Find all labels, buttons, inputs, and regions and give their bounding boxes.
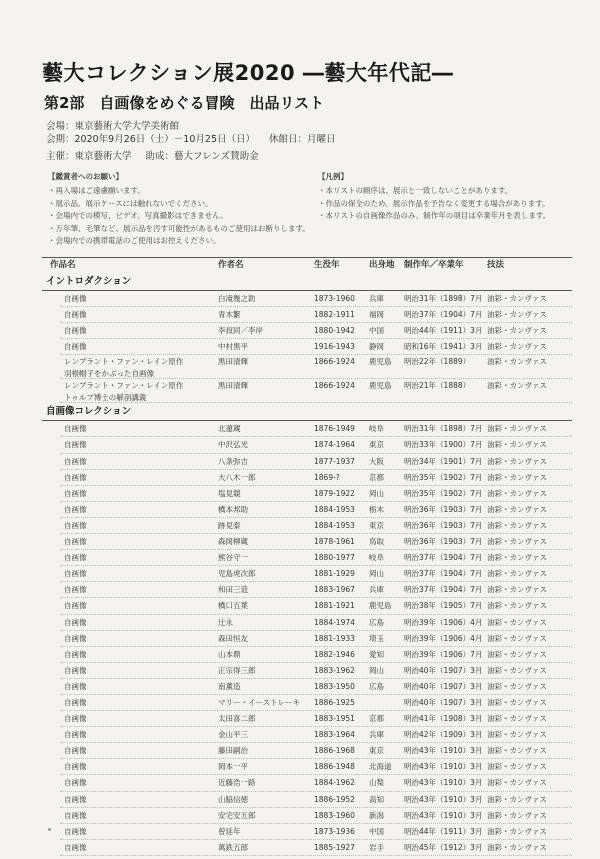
work-title: 自画像 — [64, 714, 87, 724]
technique: 油彩・カンヴァス — [487, 633, 547, 643]
production-year: 明治44年（1911）3月 — [404, 326, 483, 336]
work-title-line: レンブラント・ファン・レイン原作 — [64, 357, 184, 367]
life-years: 1884-1953 — [314, 520, 355, 530]
table-row — [42, 711, 572, 727]
work-title: 自画像 — [64, 472, 87, 482]
artist-name: 山脇信徳 — [218, 794, 248, 804]
table-row — [42, 379, 572, 403]
life-years: 1866-1924 — [314, 381, 355, 391]
venue-line: 会場：東京藝術大学大学美術館 — [46, 121, 180, 132]
life-years: 1916-1943 — [314, 342, 355, 352]
artist-name: 辻永 — [218, 617, 233, 627]
artist-name: 金山平三 — [218, 730, 248, 740]
birthplace: 兵庫 — [369, 730, 384, 740]
closed-text: 休館日：月曜日 — [269, 134, 336, 145]
table-row — [42, 663, 572, 679]
header-tech: 技法 — [487, 260, 505, 270]
birthplace: 北海道 — [369, 762, 392, 772]
artist-name: 和田三造 — [218, 585, 248, 595]
life-years: 1866-1924 — [314, 357, 355, 367]
production-year: 明治40年（1907）3月 — [404, 665, 483, 675]
technique: 油彩・カンヴァス — [487, 826, 547, 836]
punch-mark — [48, 828, 51, 831]
production-year: 明治37年（1904）7月 — [404, 310, 483, 320]
technique: 油彩・カンヴァス — [487, 504, 547, 514]
table-row — [42, 323, 572, 339]
work-title: 自画像 — [64, 730, 87, 740]
table-row — [42, 631, 572, 647]
production-year: 明治43年（1910）3月 — [404, 810, 483, 820]
life-years: 1877-1937 — [314, 456, 355, 466]
production-year: 明治33年（1900）7月 — [404, 440, 483, 450]
production-year: 明治37年（1904）7月 — [404, 553, 483, 563]
artist-name: 黒田清輝 — [218, 381, 248, 391]
technique: 油彩・カンヴァス — [487, 424, 547, 434]
artist-name: 正宗得三郎 — [218, 665, 256, 675]
visitor-note: ・再入場はご遠慮願います。 — [48, 186, 145, 195]
birthplace: 愛知 — [369, 649, 384, 659]
technique: 油彩・カンヴァス — [487, 617, 547, 627]
artist-name: 中沢弘光 — [218, 440, 248, 450]
technique: 油彩・カンヴァス — [487, 794, 547, 804]
artist-name: 熊谷守一 — [218, 553, 248, 563]
work-title: 自画像 — [64, 585, 87, 595]
birthplace: 兵庫 — [369, 585, 384, 595]
work-title: 自画像 — [64, 294, 87, 303]
technique: 油彩・カンヴァス — [487, 585, 547, 595]
technique: 油彩・カンヴァス — [487, 569, 547, 579]
birthplace: 新潟 — [369, 810, 384, 820]
technique: 油彩・カンヴァス — [487, 294, 547, 303]
work-title: 自画像 — [64, 488, 87, 498]
artist-name: 李叔同／李岸 — [218, 326, 263, 336]
visitor-notes-heading: 【鑑賞者へのお願い】 — [48, 172, 123, 181]
table-row — [42, 534, 572, 550]
technique: 油彩・カンヴァス — [487, 649, 547, 659]
life-years: 1881-1933 — [314, 633, 355, 643]
production-year: 昭和16年（1941）3月 — [404, 342, 483, 352]
work-title: 自画像 — [64, 553, 87, 563]
artist-name: 橋本邦助 — [218, 504, 248, 514]
table-row — [42, 502, 572, 518]
artist-name: 太田喜二郎 — [218, 714, 256, 724]
work-title: 自画像 — [64, 681, 87, 691]
visitor-note: ・会場内での模写、ビデオ、写真撮影はできません。 — [48, 211, 228, 220]
table-row — [42, 743, 572, 759]
birthplace: 中国 — [369, 826, 384, 836]
life-years: 1882-1946 — [314, 649, 355, 659]
table-row — [42, 647, 572, 663]
birthplace: 広島 — [369, 617, 384, 627]
production-year: 明治42年（1909）3月 — [404, 730, 483, 740]
birthplace: 東京 — [369, 440, 384, 450]
table-row — [42, 518, 572, 534]
table-row — [42, 759, 572, 775]
technique: 油彩・カンヴァス — [487, 342, 547, 352]
production-year: 明治36年（1903）7月 — [404, 537, 483, 547]
work-title: 自画像 — [64, 649, 87, 659]
work-title: 自画像 — [64, 456, 87, 466]
work-title-line: レンブラント・ファン・レイン原作 — [64, 381, 184, 391]
birthplace: 兵庫 — [369, 294, 384, 303]
artist-name: 森岡柳蔵 — [218, 537, 248, 547]
birthplace: 山梨 — [369, 778, 384, 788]
organizer-line — [46, 148, 259, 162]
artist-name: マリー・イーストレーキ — [218, 697, 301, 707]
work-title — [64, 356, 183, 380]
production-year: 明治38年（1905）7月 — [404, 601, 483, 611]
work-title: 自画像 — [64, 826, 87, 836]
life-years: 1880-1977 — [314, 553, 355, 563]
artist-name: 黒田清輝 — [218, 357, 248, 367]
technique: 油彩・カンヴァス — [487, 601, 547, 611]
table-header — [42, 257, 572, 273]
period-text: 会期：2020年9月26日（土）－10月25日（日） — [46, 134, 255, 145]
technique: 油彩・カンヴァス — [487, 730, 547, 740]
artist-name: 山本鼎 — [218, 649, 241, 659]
work-title: 自画像 — [64, 504, 87, 514]
work-title-line: トゥルプ博士の解剖講義 — [64, 393, 147, 403]
work-title: 自画像 — [64, 665, 87, 675]
table-row — [42, 615, 572, 631]
technique: 油彩・カンヴァス — [487, 472, 547, 482]
artist-name: 萬鉄五郎 — [218, 842, 248, 852]
production-year: 明治40年（1907）3月 — [404, 681, 483, 691]
visitor-note: ・万年筆、毛筆など、展示品を汚す可能性があるものご使用はお断りします。 — [48, 223, 310, 233]
life-years: 1883-1951 — [314, 714, 355, 724]
birthplace: 鹿児島 — [369, 381, 392, 391]
life-years: 1883-1967 — [314, 585, 355, 595]
birthplace: 高知 — [369, 794, 384, 804]
artist-name: 森田恒友 — [218, 633, 248, 643]
life-years: 1884-1953 — [314, 504, 355, 514]
birthplace: 静岡 — [369, 342, 384, 352]
production-year: 明治34年（1901）7月 — [404, 456, 483, 466]
visitor-note: ・会場内での携帯電話のご使用はお控えください。 — [48, 236, 221, 245]
page-subtitle: 第2部 自画像をめぐる冒険 出品リスト — [44, 94, 325, 112]
life-years: 1882-1911 — [314, 310, 355, 320]
technique: 油彩・カンヴァス — [487, 697, 547, 707]
work-title: 自画像 — [64, 842, 87, 852]
artist-name: 青木繁 — [218, 310, 241, 320]
technique: 油彩・カンヴァス — [487, 714, 547, 724]
life-years: 1881-1929 — [314, 569, 355, 579]
artist-name: 北蓮蔵 — [218, 424, 241, 434]
birthplace: 栃木 — [369, 504, 384, 514]
table-row — [42, 840, 572, 856]
work-title: 自画像 — [64, 794, 87, 804]
production-year: 明治36年（1903）7月 — [404, 504, 483, 514]
technique: 油彩・カンヴァス — [487, 488, 547, 498]
life-years: 1869-? — [314, 472, 340, 482]
birthplace: 岩手 — [369, 842, 384, 852]
work-title: 自画像 — [64, 326, 87, 336]
table-body — [42, 273, 572, 856]
artist-name: 橋口五葉 — [218, 601, 248, 611]
life-years: 1884-1962 — [314, 778, 355, 788]
technique: 油彩・カンヴァス — [487, 842, 547, 852]
artist-name: 中村黒平 — [218, 342, 248, 352]
technique: 油彩・カンヴァス — [487, 456, 547, 466]
production-year: 明治39年（1906）4月 — [404, 633, 483, 643]
artist-name: 塩見競 — [218, 488, 241, 498]
header-work: 作品名 — [50, 260, 76, 270]
birthplace: 福岡 — [369, 310, 384, 320]
production-year: 明治43年（1910）3月 — [404, 746, 483, 756]
work-title: 自画像 — [64, 778, 87, 788]
production-year: 明治44年（1911）3月 — [404, 826, 483, 836]
visitor-note: ・展示品、展示ケースには触れないでください。 — [48, 198, 213, 208]
table-row — [42, 355, 572, 379]
production-year: 明治31年（1898）7月 — [404, 294, 483, 303]
table-row — [42, 566, 572, 582]
table-row — [42, 727, 572, 743]
technique: 油彩・カンヴァス — [487, 553, 547, 563]
birthplace: 岡山 — [369, 488, 384, 498]
artist-name: 曾延年 — [218, 826, 241, 836]
life-years: 1886-1952 — [314, 794, 355, 804]
life-years: 1883-1960 — [314, 810, 355, 820]
table-row — [42, 695, 572, 711]
artist-name: 藤田嗣治 — [218, 746, 248, 756]
artist-name: 跡見泰 — [218, 520, 241, 530]
work-title: 自画像 — [64, 762, 87, 772]
table-row — [42, 291, 572, 307]
technique: 油彩・カンヴァス — [487, 537, 547, 547]
technique: 油彩・カンヴァス — [487, 681, 547, 691]
production-year: 明治39年（1906）7月 — [404, 649, 483, 659]
life-years: 1880-1942 — [314, 326, 355, 336]
work-title: 自画像 — [64, 633, 87, 643]
header-artist: 作者名 — [218, 260, 244, 270]
birthplace: 岐阜 — [369, 424, 384, 434]
legend-notes-heading: 【凡例】 — [318, 172, 348, 181]
work-title: 自画像 — [64, 569, 87, 579]
section-title: イントロダクション — [46, 276, 132, 287]
work-title: 自画像 — [64, 697, 87, 707]
legend-note: ・作品の保全のため、展示作品を予告なく変更する場合があります。 — [318, 198, 550, 208]
life-years: 1886-1948 — [314, 762, 355, 772]
life-years: 1883-1962 — [314, 665, 355, 675]
header-life: 生没年 — [314, 260, 340, 270]
production-year: 明治31年（1898）7月 — [404, 424, 483, 434]
birthplace: 大阪 — [369, 456, 384, 466]
birthplace: 鳥取 — [369, 537, 384, 547]
life-years: 1873-1960 — [314, 294, 355, 303]
legend-note: ・本リストの自画像作品のみ、制作年の項目は卒業年月を表します。 — [318, 211, 551, 220]
life-years: 1886-1925 — [314, 697, 355, 707]
work-title: 自画像 — [64, 601, 87, 611]
birthplace: 京都 — [369, 472, 384, 482]
work-title: 自画像 — [64, 520, 87, 530]
technique: 油彩・カンヴァス — [487, 440, 547, 450]
work-title: 自画像 — [64, 746, 87, 756]
table-row — [42, 598, 572, 614]
production-year: 明治35年（1902）7月 — [404, 472, 483, 482]
work-title: 自画像 — [64, 310, 87, 320]
table-row — [42, 792, 572, 808]
page-title: 藝大コレクション展2020 ―藝大年代記― — [42, 61, 454, 85]
table-row — [42, 550, 572, 566]
technique: 油彩・カンヴァス — [487, 810, 547, 820]
production-year: 明治39年（1906）4月 — [404, 617, 483, 627]
visitor-notes — [48, 171, 308, 248]
artist-name: 大八木一郎 — [218, 472, 256, 482]
production-year: 明治40年（1907）3月 — [404, 697, 483, 707]
technique: 油彩・カンヴァス — [487, 310, 547, 320]
birthplace: 京都 — [369, 714, 384, 724]
artist-name: 八条弥吉 — [218, 456, 248, 466]
work-title — [64, 380, 183, 404]
support-text: 助成：藝大フレンズ賛助金 — [145, 151, 259, 162]
artist-name: 近藤浩一路 — [218, 778, 256, 788]
works-table — [42, 257, 572, 856]
life-years: 1876-1949 — [314, 424, 355, 434]
technique: 油彩・カンヴァス — [487, 357, 547, 367]
work-title: 自画像 — [64, 617, 87, 627]
section-title: 自画像コレクション — [46, 406, 132, 418]
organizer-text: 主催：東京藝術大学 — [46, 151, 132, 162]
table-row — [42, 679, 572, 695]
production-year: 明治45年（1912）3月 — [404, 842, 483, 852]
artist-name: 安宅安五郎 — [218, 810, 256, 820]
header-year: 制作年／卒業年 — [404, 260, 464, 270]
birthplace: 埼玉 — [369, 633, 384, 643]
table-row — [42, 454, 572, 470]
life-years: 1884-1974 — [314, 617, 355, 627]
table-row — [42, 582, 572, 598]
life-years: 1885-1927 — [314, 842, 355, 852]
table-row — [42, 824, 572, 840]
artist-name: 児島虎次郎 — [218, 569, 256, 579]
birthplace: 東京 — [369, 520, 384, 530]
period-line — [46, 131, 336, 145]
life-years: 1883-1964 — [314, 730, 355, 740]
technique: 油彩・カンヴァス — [487, 746, 547, 756]
birthplace: 広島 — [369, 681, 384, 691]
technique: 油彩・カンヴァス — [487, 381, 547, 391]
production-year: 明治41年（1908）3月 — [404, 714, 483, 724]
life-years: 1886-1968 — [314, 746, 355, 756]
birthplace: 岡山 — [369, 665, 384, 675]
artist-name: 岡本一平 — [218, 762, 248, 772]
life-years: 1883-1950 — [314, 681, 355, 691]
table-row — [42, 421, 572, 437]
production-year: 明治43年（1910）3月 — [404, 778, 483, 788]
production-year: 明治21年（1888） — [404, 381, 471, 391]
birthplace: 鹿児島 — [369, 601, 392, 611]
production-year: 明治37年（1904）7月 — [404, 569, 483, 579]
technique: 油彩・カンヴァス — [487, 665, 547, 675]
life-years: 1874-1964 — [314, 440, 355, 450]
production-year: 明治43年（1910）3月 — [404, 794, 483, 804]
technique: 油彩・カンヴァス — [487, 520, 547, 530]
table-row — [42, 339, 572, 355]
table-row — [42, 470, 572, 486]
life-years: 1879-1922 — [314, 488, 355, 498]
work-title: 自画像 — [64, 424, 87, 434]
table-row — [42, 775, 572, 791]
birthplace: 東京 — [369, 746, 384, 756]
production-year: 明治35年（1902）7月 — [404, 488, 483, 498]
header-place: 出身地 — [369, 260, 395, 270]
production-year: 明治37年（1904）7月 — [404, 585, 483, 595]
table-row — [42, 486, 572, 502]
work-title: 自画像 — [64, 440, 87, 450]
production-year: 明治43年（1910）3月 — [404, 762, 483, 772]
technique: 油彩・カンヴァス — [487, 326, 547, 336]
work-title: 自画像 — [64, 810, 87, 820]
work-title: 自画像 — [64, 537, 87, 547]
birthplace: 岐阜 — [369, 553, 384, 563]
artist-name: 南薫造 — [218, 681, 241, 691]
technique: 油彩・カンヴァス — [487, 762, 547, 772]
life-years: 1873-1936 — [314, 826, 355, 836]
birthplace: 中国 — [369, 326, 384, 336]
legend-notes — [318, 171, 568, 223]
artist-name: 白滝幾之助 — [218, 294, 256, 303]
legend-note: ・本リストの順序は、展示と一致しないことがあります。 — [318, 186, 513, 195]
table-row — [42, 808, 572, 824]
birthplace: 岡山 — [369, 569, 384, 579]
work-title-line: 羽根帽子をかぶった自画像 — [64, 369, 154, 379]
production-year: 明治36年（1903）7月 — [404, 520, 483, 530]
birthplace: 鹿児島 — [369, 357, 392, 367]
technique: 油彩・カンヴァス — [487, 778, 547, 788]
life-years: 1878-1961 — [314, 537, 355, 547]
production-year: 明治22年（1889） — [404, 357, 471, 367]
life-years: 1881-1921 — [314, 601, 355, 611]
work-title: 自画像 — [64, 342, 87, 352]
table-row — [42, 437, 572, 453]
table-row — [42, 307, 572, 323]
